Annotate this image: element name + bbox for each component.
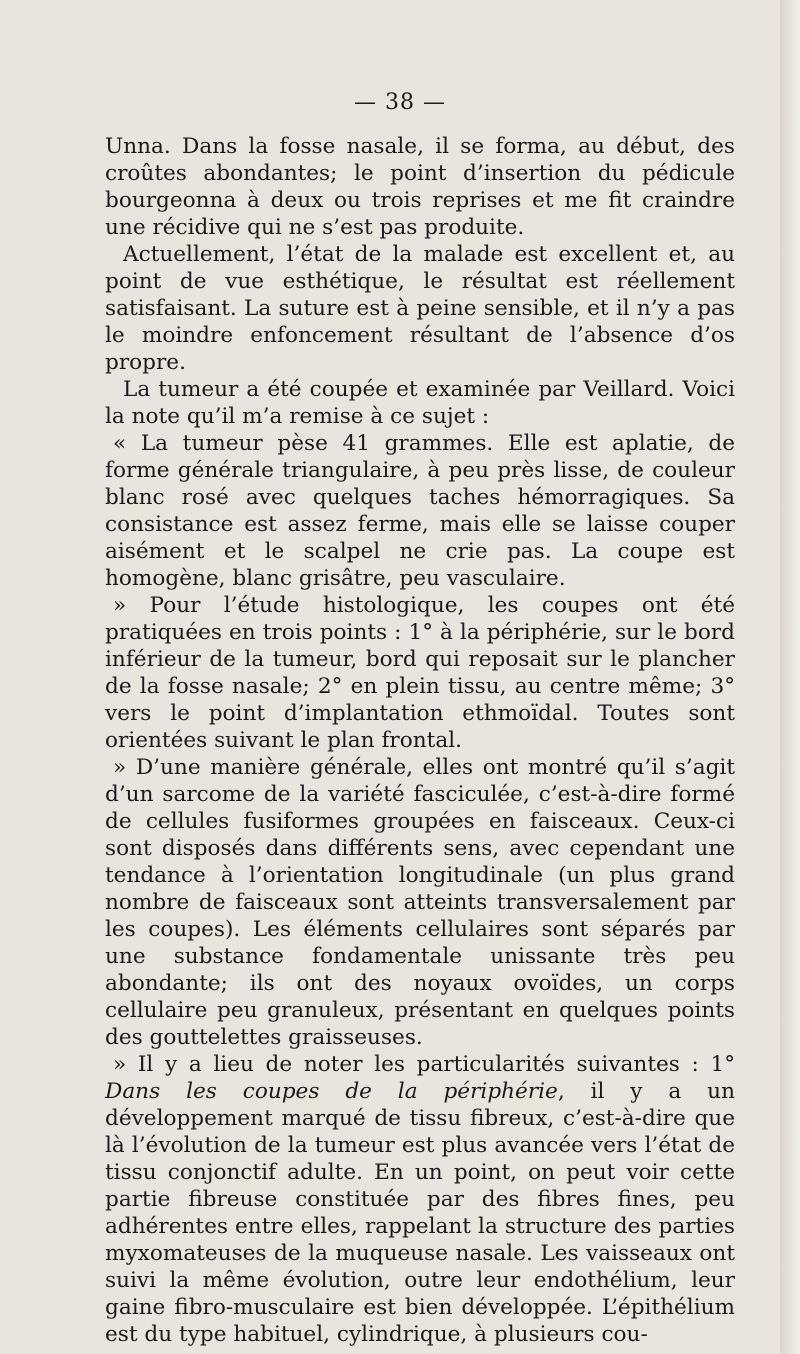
paragraph-quote-particularities [105, 1051, 735, 1348]
paragraph-continuation: Unna. Dans la fosse nasale, il se forma, au début, des croûtes abondantes; le point d’insertion du pédicule bourgeonna à deux ou trois reprises et me fit craindre une récidive qui ne s’est pas produite. [105, 134, 735, 240]
body-text [105, 133, 735, 1348]
particularities-emphasis: Dans les coupes de la périphérie [105, 1079, 558, 1104]
paragraph-current-state: Actuellement, l’état de la malade est excellent et, au point de vue esthétique, le résultat est réellement satisfaisant. La suture est à peine sensible, et il n’y a pas le moindre enfoncement résultant de l’absence d’os propre. [105, 242, 735, 375]
paragraph-quote-sarcoma: » D’une manière générale, elles ont montré qu’il s’agit d’un sarcome de la variété fasciculée, c’est-à-dire formé de cellules fusiformes groupées en faisceaux. Ceux-ci sont disposés dans différents sens, avec cependant une tendance à l’orientation longitudinale (un plus grand nombre de faisceaux sont atteints transversalement par les coupes). Les éléments cellulaires sont séparés par une substance fondamentale unissante très peu abondante; ils ont des noyaux ovoïdes, un corps cellulaire peu granuleux, présentant en quelques points des gouttelettes graisseuses. [105, 755, 735, 1050]
page-edge-shadow [780, 0, 800, 1354]
paragraph-quote-histology: » Pour l’étude histologique, les coupes ont été pratiquées en trois points : 1° à la périphérie, sur le bord inférieur de la tumeur, bord qui reposait sur le plancher de la fosse nasale; 2° en plein tissu, au centre même; 3° vers le point d’implantation ethmoïdal. Toutes sont orientées suivant le plan frontal. [105, 593, 735, 753]
particularities-rest: , il y a un développement marqué de tissu fibreux, c’est-à-dire que là l’évolution de la tumeur est plus avancée vers l’état de tissu conjonctif adulte. En un point, on peut voir cette partie fibreuse constituée par des fibres fines, peu adhérentes entre elles, rappelant la structure des parties myxomateuses de la muqueuse nasale. Les vaisseaux ont suivi la même évolution, outre leur endothélium, leur gaine fibro-musculaire est bien développée. L’épithélium est du type habituel, cylindrique, à plusieurs cou- [105, 1079, 735, 1347]
page-number: — 38 — [354, 90, 446, 115]
particularities-lead: » Il y a lieu de noter les particularités suivantes : 1° [113, 1052, 735, 1077]
paragraph-examination: La tumeur a été coupée et examinée par Veillard. Voici la note qu’il m’a remise à ce sujet : [105, 377, 735, 429]
paragraph-quote-tumor: « La tumeur pèse 41 grammes. Elle est aplatie, de forme générale triangulaire, à peu près lisse, de couleur blanc rosé avec quelques taches hémorragiques. Sa consistance est assez ferme, mais elle se laisse couper aisément et le scalpel ne crie pas. La coupe est homogène, blanc grisâtre, peu vasculaire. [105, 431, 735, 591]
